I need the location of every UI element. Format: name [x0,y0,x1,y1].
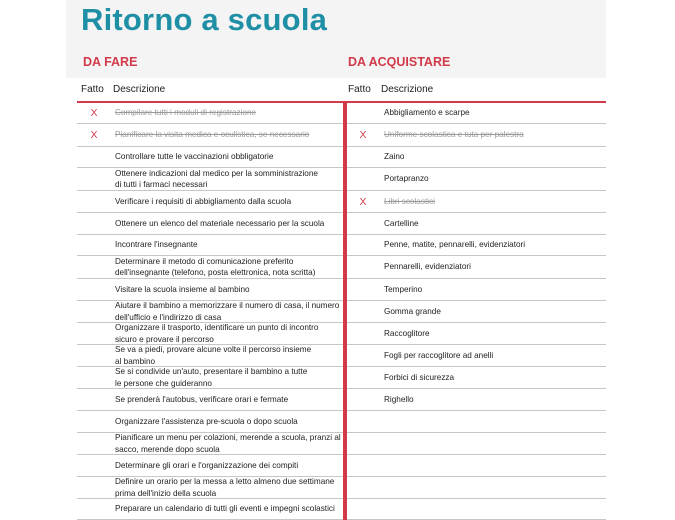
todo-row[interactable] [77,367,343,389]
done-checkbox-cell[interactable]: X [359,195,367,208]
shopping-column-left-border [345,101,347,520]
shopping-row[interactable] [346,103,606,124]
section-shopping-heading: DA ACQUISTARE [348,55,451,69]
shopping-row[interactable] [346,147,606,168]
shopping-row[interactable] [346,279,606,301]
item-description: Definire un orario per la messa a letto almeno due settimane prima dell'inizio della scuola [115,477,335,498]
item-description: Forbici di sicurezza [384,372,455,382]
item-description: Ottenere indicazioni dal medico per la somministrazione di tutti i farmaci necessari [115,168,318,189]
todo-row[interactable] [77,455,343,477]
shopping-row[interactable] [346,124,606,147]
done-checkbox-cell[interactable]: X [359,129,367,141]
item-description: Gomma grande [384,306,441,316]
shopping-row[interactable] [346,301,606,323]
item-description: Controllare tutte le vaccinazioni obbligatorie [115,152,274,162]
item-description: Se si condivide un'auto, presentare il bambino a tutte le persone che guideranno [115,367,308,388]
done-checkbox-cell[interactable]: X [90,129,98,141]
item-description: Visitare la scuola insieme al bambino [115,284,250,294]
todo-row[interactable] [77,301,343,323]
item-description: Preparare un calendario di tutti gli eventi e impegni scolastici [115,504,335,514]
todo-row[interactable] [77,147,343,168]
todo-row[interactable] [77,235,343,256]
item-description: Ottenere un elenco del materiale necessario per la scuola [115,218,325,228]
shopping-row[interactable] [346,433,606,455]
shopping-row[interactable] [346,411,606,433]
todo-row[interactable] [77,345,343,367]
item-description: Determinare il metodo di comunicazione preferito dell'insegnante (telefono, posta elettronica, nota scritta) [115,256,316,277]
item-description: Organizzare il trasporto, identificare un punto di incontro sicuro e provare il percorso [115,323,319,344]
todo-row[interactable] [77,323,343,345]
item-description: Verificare i requisiti di abbigliamento dalla scuola [115,196,292,206]
todo-row[interactable] [77,433,343,455]
item-description: Pennarelli, evidenziatori [384,262,471,272]
todo-row[interactable] [77,103,343,124]
shopping-row[interactable] [346,256,606,279]
shopping-row[interactable] [346,345,606,367]
done-checkbox-cell[interactable]: X [90,107,98,119]
section-todo-heading: DA FARE [83,55,138,69]
item-description: Raccoglitore [384,328,430,338]
todo-row[interactable] [77,499,343,520]
shopping-row[interactable] [346,477,606,499]
todo-row[interactable] [77,213,343,235]
item-description: Portapranzo [384,174,429,184]
item-description: Incontrare l'insegnante [115,240,198,250]
shopping-row[interactable] [346,389,606,411]
item-description: Righello [384,394,414,404]
item-description: Pianificare un menu per colazioni, merende a scuola, pranzi al sacco, merende dopo scuola [115,433,341,454]
todo-description-column-header: Descrizione [113,84,166,95]
shopping-done-column-header: Fatto [348,84,371,95]
todo-done-column-header: Fatto [81,84,104,95]
item-description: Abbigliamento e scarpe [384,108,470,118]
item-description: Penne, matite, pennarelli, evidenziatori [384,240,526,250]
todo-row[interactable] [77,168,343,191]
shopping-row[interactable] [346,455,606,477]
shopping-row[interactable] [346,367,606,389]
shopping-row[interactable] [346,168,606,191]
item-description: Determinare gli orari e l'organizzazione dei compiti [115,460,299,470]
item-description: Cartelline [384,218,419,228]
shopping-row[interactable] [346,235,606,256]
item-description: Se va a piedi, provare alcune volte il percorso insieme al bambino [115,345,312,366]
todo-row[interactable] [77,389,343,411]
shopping-row[interactable] [346,323,606,345]
todo-row[interactable] [77,256,343,279]
todo-row[interactable] [77,411,343,433]
shopping-row[interactable] [346,191,606,213]
todo-row[interactable] [77,477,343,499]
item-description: Aiutare il bambino a memorizzare il numero di casa, il numero dell'ufficio e l'indirizzo di casa [115,301,340,322]
page-title: Ritorno a scuola [81,2,328,37]
shopping-description-column-header: Descrizione [381,84,434,95]
todo-row[interactable] [77,279,343,301]
item-description: Zaino [384,152,405,162]
item-description: Libri scolastici [384,196,435,206]
item-description: Temperino [384,284,423,294]
todo-row[interactable] [77,124,343,147]
item-description: Fogli per raccoglitore ad anelli [384,350,494,360]
item-description: Uniforme scolastica e tuta per palestra [384,130,524,140]
item-description: Se prenderà l'autobus, verificare orari e fermate [115,394,289,404]
item-description: Compilare tutti i moduli di registrazione [115,108,257,118]
item-description: Organizzare l'assistenza pre-scuola o dopo scuola [115,416,298,426]
shopping-row[interactable] [346,499,606,520]
item-description: Pianificare la visita medica e oculistica, se necessario [115,130,310,140]
todo-row[interactable] [77,191,343,213]
shopping-row[interactable] [346,213,606,235]
